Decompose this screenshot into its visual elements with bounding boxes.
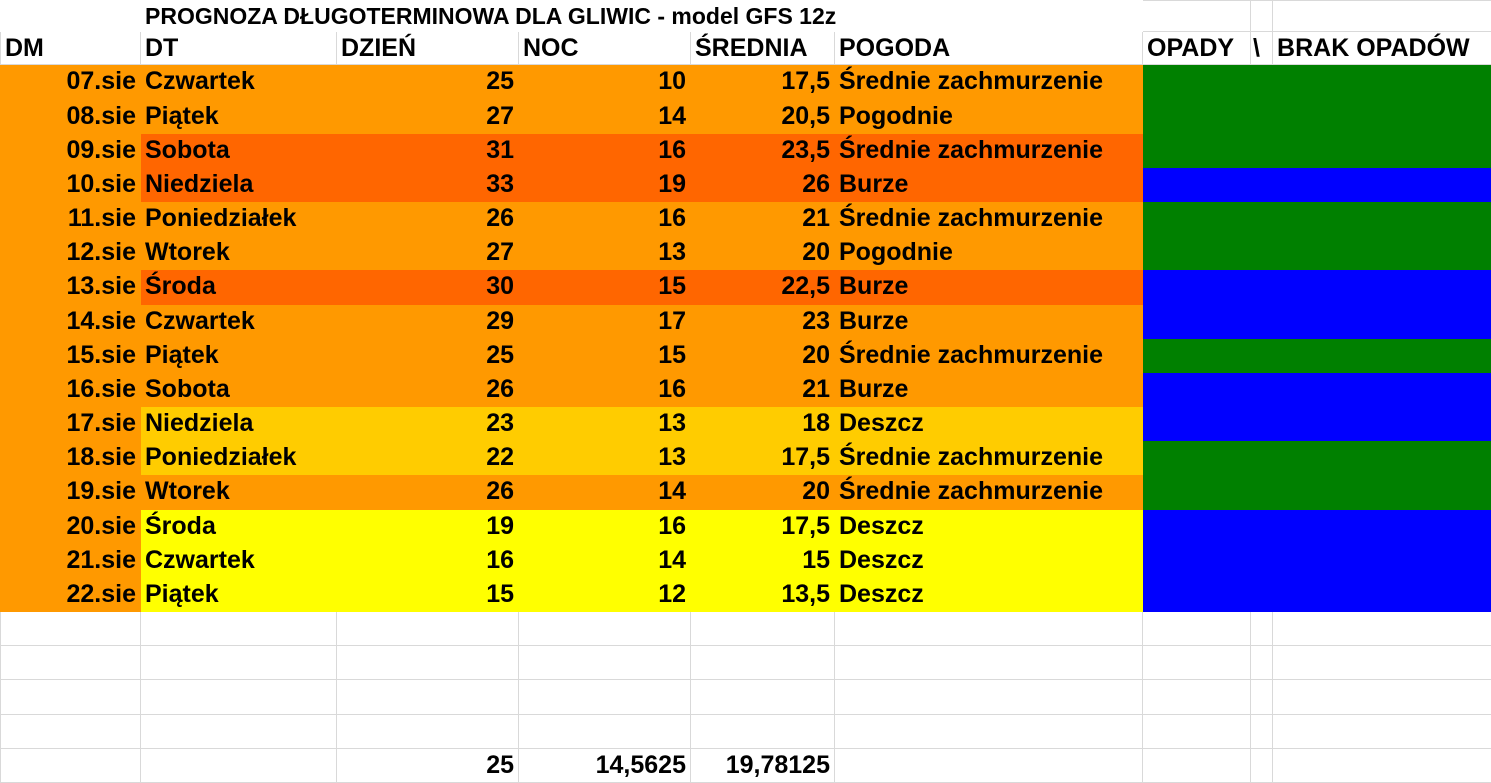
forecast-row bbox=[1, 509, 1491, 543]
cell-pogoda[interactable]: Burze bbox=[835, 270, 1143, 304]
empty-cell[interactable] bbox=[1251, 1, 1273, 32]
cell-dzien[interactable]: 25 bbox=[337, 65, 519, 99]
cell-pogoda[interactable]: Średnie zachmurzenie bbox=[835, 133, 1143, 167]
empty-cell[interactable] bbox=[1143, 714, 1251, 748]
cell-dt[interactable]: Czwartek bbox=[141, 543, 337, 577]
cell-dzien[interactable]: 25 bbox=[337, 338, 519, 372]
empty-cell[interactable] bbox=[519, 612, 691, 646]
forecast-row bbox=[1, 543, 1491, 577]
cell-srednia[interactable]: 20 bbox=[691, 475, 835, 509]
cell-dzien[interactable]: 33 bbox=[337, 167, 519, 201]
empty-row bbox=[1, 714, 1491, 748]
cell-pogoda[interactable]: Deszcz bbox=[835, 407, 1143, 441]
header-dt[interactable]: DT bbox=[141, 32, 337, 65]
empty-cell[interactable] bbox=[519, 680, 691, 714]
cell-dt[interactable]: Piątek bbox=[141, 577, 337, 611]
cell-pogoda[interactable]: Średnie zachmurzenie bbox=[835, 441, 1143, 475]
cell-pogoda[interactable]: Burze bbox=[835, 304, 1143, 338]
precip-indicator-cell[interactable] bbox=[1143, 99, 1491, 133]
empty-cell[interactable] bbox=[1273, 714, 1491, 748]
precip-indicator-cell[interactable] bbox=[1143, 372, 1491, 406]
cell-dzien[interactable]: 19 bbox=[337, 509, 519, 543]
empty-cell[interactable] bbox=[141, 612, 337, 646]
cell-dzien[interactable]: 29 bbox=[337, 304, 519, 338]
header-brak-opadow[interactable]: BRAK OPADÓW bbox=[1273, 32, 1491, 65]
cell-srednia[interactable]: 17,5 bbox=[691, 65, 835, 99]
empty-cell[interactable] bbox=[835, 646, 1143, 680]
title-spacer-cell[interactable] bbox=[1, 1, 141, 32]
cell-srednia[interactable]: 18 bbox=[691, 407, 835, 441]
cell-pogoda[interactable]: Deszcz bbox=[835, 543, 1143, 577]
empty-cell[interactable] bbox=[1273, 748, 1491, 782]
cell-srednia[interactable]: 20 bbox=[691, 338, 835, 372]
cell-dm[interactable]: 14.sie bbox=[1, 304, 141, 338]
cell-dzien[interactable]: 30 bbox=[337, 270, 519, 304]
empty-row bbox=[1, 612, 1491, 646]
forecast-row bbox=[1, 372, 1491, 406]
forecast-row bbox=[1, 236, 1491, 270]
precip-indicator-cell[interactable] bbox=[1143, 202, 1491, 236]
precip-indicator-cell[interactable] bbox=[1143, 338, 1491, 372]
empty-cell[interactable] bbox=[1, 612, 141, 646]
forecast-row bbox=[1, 270, 1491, 304]
cell-dm[interactable]: 20.sie bbox=[1, 509, 141, 543]
forecast-row bbox=[1, 65, 1491, 99]
empty-cell[interactable] bbox=[691, 714, 835, 748]
cell-noc[interactable]: 10 bbox=[519, 65, 691, 99]
cell-noc[interactable]: 13 bbox=[519, 236, 691, 270]
header-dzien[interactable]: DZIEŃ bbox=[337, 32, 519, 65]
precip-indicator-cell[interactable] bbox=[1143, 270, 1491, 304]
cell-dzien[interactable]: 26 bbox=[337, 475, 519, 509]
cell-dzien[interactable]: 27 bbox=[337, 99, 519, 133]
forecast-row bbox=[1, 304, 1491, 338]
cell-srednia[interactable]: 20 bbox=[691, 236, 835, 270]
empty-cell[interactable] bbox=[1, 646, 141, 680]
empty-cell[interactable] bbox=[691, 612, 835, 646]
cell-noc[interactable]: 16 bbox=[519, 133, 691, 167]
forecast-row bbox=[1, 475, 1491, 509]
cell-dt[interactable]: Piątek bbox=[141, 338, 337, 372]
cell-dm[interactable]: 13.sie bbox=[1, 270, 141, 304]
precip-indicator-cell[interactable] bbox=[1143, 133, 1491, 167]
cell-dm[interactable]: 21.sie bbox=[1, 543, 141, 577]
sheet-title[interactable]: PROGNOZA DŁUGOTERMINOWA DLA GLIWIC - model GFS 12z bbox=[145, 2, 837, 29]
empty-cell[interactable] bbox=[337, 714, 519, 748]
cell-srednia[interactable]: 21 bbox=[691, 202, 835, 236]
empty-cell[interactable] bbox=[141, 646, 337, 680]
cell-dt[interactable]: Wtorek bbox=[141, 475, 337, 509]
header-noc[interactable]: NOC bbox=[519, 32, 691, 65]
empty-cell[interactable] bbox=[835, 748, 1143, 782]
totals-row bbox=[1, 748, 1491, 782]
empty-cell[interactable] bbox=[691, 646, 835, 680]
cell-noc[interactable]: 16 bbox=[519, 509, 691, 543]
cell-dt[interactable]: Niedziela bbox=[141, 407, 337, 441]
empty-cell[interactable] bbox=[1143, 646, 1251, 680]
cell-dm[interactable]: 17.sie bbox=[1, 407, 141, 441]
cell-noc[interactable]: 13 bbox=[519, 441, 691, 475]
forecast-row bbox=[1, 133, 1491, 167]
cell-pogoda[interactable]: Średnie zachmurzenie bbox=[835, 475, 1143, 509]
cell-noc[interactable]: 15 bbox=[519, 270, 691, 304]
empty-cell[interactable] bbox=[141, 748, 337, 782]
cell-noc[interactable]: 16 bbox=[519, 372, 691, 406]
cell-dzien[interactable]: 26 bbox=[337, 202, 519, 236]
cell-dzien[interactable]: 31 bbox=[337, 133, 519, 167]
cell-srednia[interactable]: 20,5 bbox=[691, 99, 835, 133]
cell-dm[interactable]: 16.sie bbox=[1, 372, 141, 406]
empty-cell[interactable] bbox=[337, 612, 519, 646]
total-dzien[interactable]: 25 bbox=[337, 748, 519, 782]
header-dm[interactable]: DM bbox=[1, 32, 141, 65]
cell-srednia[interactable]: 26 bbox=[691, 167, 835, 201]
empty-row bbox=[1, 646, 1491, 680]
header-opady[interactable]: OPADY bbox=[1143, 32, 1251, 65]
precip-indicator-cell[interactable] bbox=[1143, 475, 1491, 509]
precip-indicator-cell[interactable] bbox=[1143, 441, 1491, 475]
cell-dt[interactable]: Środa bbox=[141, 270, 337, 304]
cell-noc[interactable]: 14 bbox=[519, 543, 691, 577]
header-separator[interactable]: \ bbox=[1251, 32, 1273, 65]
cell-srednia[interactable]: 23,5 bbox=[691, 133, 835, 167]
empty-cell[interactable] bbox=[1, 714, 141, 748]
cell-noc[interactable]: 13 bbox=[519, 407, 691, 441]
precip-indicator-cell[interactable] bbox=[1143, 407, 1491, 441]
cell-noc[interactable]: 14 bbox=[519, 99, 691, 133]
forecast-row bbox=[1, 577, 1491, 611]
empty-cell[interactable] bbox=[1143, 680, 1251, 714]
empty-cell[interactable] bbox=[835, 714, 1143, 748]
cell-dzien[interactable]: 15 bbox=[337, 577, 519, 611]
forecast-row bbox=[1, 202, 1491, 236]
empty-cell[interactable] bbox=[1273, 612, 1491, 646]
cell-dt[interactable]: Czwartek bbox=[141, 65, 337, 99]
empty-cell[interactable] bbox=[1273, 1, 1491, 32]
cell-pogoda[interactable]: Średnie zachmurzenie bbox=[835, 338, 1143, 372]
cell-noc[interactable]: 16 bbox=[519, 202, 691, 236]
cell-noc[interactable]: 17 bbox=[519, 304, 691, 338]
header-pogoda[interactable]: POGODA bbox=[835, 32, 1143, 65]
total-srednia[interactable]: 19,78125 bbox=[691, 748, 835, 782]
cell-dt[interactable]: Czwartek bbox=[141, 304, 337, 338]
precip-indicator-cell[interactable] bbox=[1143, 304, 1491, 338]
header-row bbox=[1, 32, 1491, 65]
empty-cell[interactable] bbox=[1143, 612, 1251, 646]
forecast-row bbox=[1, 338, 1491, 372]
empty-cell[interactable] bbox=[1251, 714, 1273, 748]
cell-pogoda[interactable]: Pogodnie bbox=[835, 99, 1143, 133]
empty-cell[interactable] bbox=[1, 680, 141, 714]
cell-dzien[interactable]: 26 bbox=[337, 372, 519, 406]
cell-noc[interactable]: 12 bbox=[519, 577, 691, 611]
cell-dt[interactable]: Poniedziałek bbox=[141, 202, 337, 236]
cell-noc[interactable]: 19 bbox=[519, 167, 691, 201]
header-srednia[interactable]: ŚREDNIA bbox=[691, 32, 835, 65]
empty-row bbox=[1, 680, 1491, 714]
cell-pogoda[interactable]: Średnie zachmurzenie bbox=[835, 65, 1143, 99]
empty-cell[interactable] bbox=[1143, 748, 1251, 782]
precip-indicator-cell[interactable] bbox=[1143, 543, 1491, 577]
cell-srednia[interactable]: 23 bbox=[691, 304, 835, 338]
empty-cell[interactable] bbox=[141, 680, 337, 714]
empty-cell[interactable] bbox=[1273, 646, 1491, 680]
precip-indicator-cell[interactable] bbox=[1143, 509, 1491, 543]
cell-dm[interactable]: 12.sie bbox=[1, 236, 141, 270]
precip-indicator-cell[interactable] bbox=[1143, 167, 1491, 201]
empty-cell[interactable] bbox=[1251, 680, 1273, 714]
empty-cell[interactable] bbox=[1251, 748, 1273, 782]
empty-cell[interactable] bbox=[1251, 646, 1273, 680]
cell-dt[interactable]: Wtorek bbox=[141, 236, 337, 270]
precip-indicator-cell[interactable] bbox=[1143, 236, 1491, 270]
empty-cell[interactable] bbox=[1, 748, 141, 782]
cell-pogoda[interactable]: Deszcz bbox=[835, 577, 1143, 611]
cell-dzien[interactable]: 22 bbox=[337, 441, 519, 475]
empty-cell[interactable] bbox=[691, 680, 835, 714]
cell-pogoda[interactable]: Burze bbox=[835, 167, 1143, 201]
cell-dt[interactable]: Poniedziałek bbox=[141, 441, 337, 475]
cell-dm[interactable]: 18.sie bbox=[1, 441, 141, 475]
cell-dm[interactable]: 15.sie bbox=[1, 338, 141, 372]
empty-cell[interactable] bbox=[519, 714, 691, 748]
forecast-row bbox=[1, 99, 1491, 133]
cell-dm[interactable]: 09.sie bbox=[1, 133, 141, 167]
cell-pogoda[interactable]: Średnie zachmurzenie bbox=[835, 202, 1143, 236]
empty-cell[interactable] bbox=[1273, 680, 1491, 714]
cell-dm[interactable]: 11.sie bbox=[1, 202, 141, 236]
cell-pogoda[interactable]: Deszcz bbox=[835, 509, 1143, 543]
empty-cell[interactable] bbox=[1143, 1, 1251, 32]
cell-dm[interactable]: 19.sie bbox=[1, 475, 141, 509]
cell-srednia[interactable]: 17,5 bbox=[691, 441, 835, 475]
cell-dt[interactable]: Sobota bbox=[141, 372, 337, 406]
cell-srednia[interactable]: 15 bbox=[691, 543, 835, 577]
cell-dzien[interactable]: 16 bbox=[337, 543, 519, 577]
empty-cell[interactable] bbox=[835, 612, 1143, 646]
cell-dm[interactable]: 22.sie bbox=[1, 577, 141, 611]
cell-srednia[interactable]: 22,5 bbox=[691, 270, 835, 304]
empty-cell[interactable] bbox=[337, 646, 519, 680]
cell-pogoda[interactable]: Burze bbox=[835, 372, 1143, 406]
cell-dzien[interactable]: 23 bbox=[337, 407, 519, 441]
empty-cell[interactable] bbox=[519, 646, 691, 680]
cell-dm[interactable]: 07.sie bbox=[1, 65, 141, 99]
cell-srednia[interactable]: 13,5 bbox=[691, 577, 835, 611]
forecast-row bbox=[1, 167, 1491, 201]
forecast-row bbox=[1, 407, 1491, 441]
empty-cell[interactable] bbox=[141, 714, 337, 748]
cell-dm[interactable]: 08.sie bbox=[1, 99, 141, 133]
cell-dt[interactable]: Sobota bbox=[141, 133, 337, 167]
cell-pogoda[interactable]: Pogodnie bbox=[835, 236, 1143, 270]
cell-dt[interactable]: Środa bbox=[141, 509, 337, 543]
cell-dt[interactable]: Piątek bbox=[141, 99, 337, 133]
cell-srednia[interactable]: 21 bbox=[691, 372, 835, 406]
forecast-row bbox=[1, 441, 1491, 475]
empty-cell[interactable] bbox=[835, 680, 1143, 714]
cell-noc[interactable]: 14 bbox=[519, 475, 691, 509]
total-noc[interactable]: 14,5625 bbox=[519, 748, 691, 782]
precip-indicator-cell[interactable] bbox=[1143, 577, 1491, 611]
title-row bbox=[1, 1, 1491, 32]
cell-dzien[interactable]: 27 bbox=[337, 236, 519, 270]
empty-cell[interactable] bbox=[337, 680, 519, 714]
empty-cell[interactable] bbox=[1251, 612, 1273, 646]
cell-dm[interactable]: 10.sie bbox=[1, 167, 141, 201]
cell-noc[interactable]: 15 bbox=[519, 338, 691, 372]
precip-indicator-cell[interactable] bbox=[1143, 65, 1491, 99]
cell-srednia[interactable]: 17,5 bbox=[691, 509, 835, 543]
cell-dt[interactable]: Niedziela bbox=[141, 167, 337, 201]
